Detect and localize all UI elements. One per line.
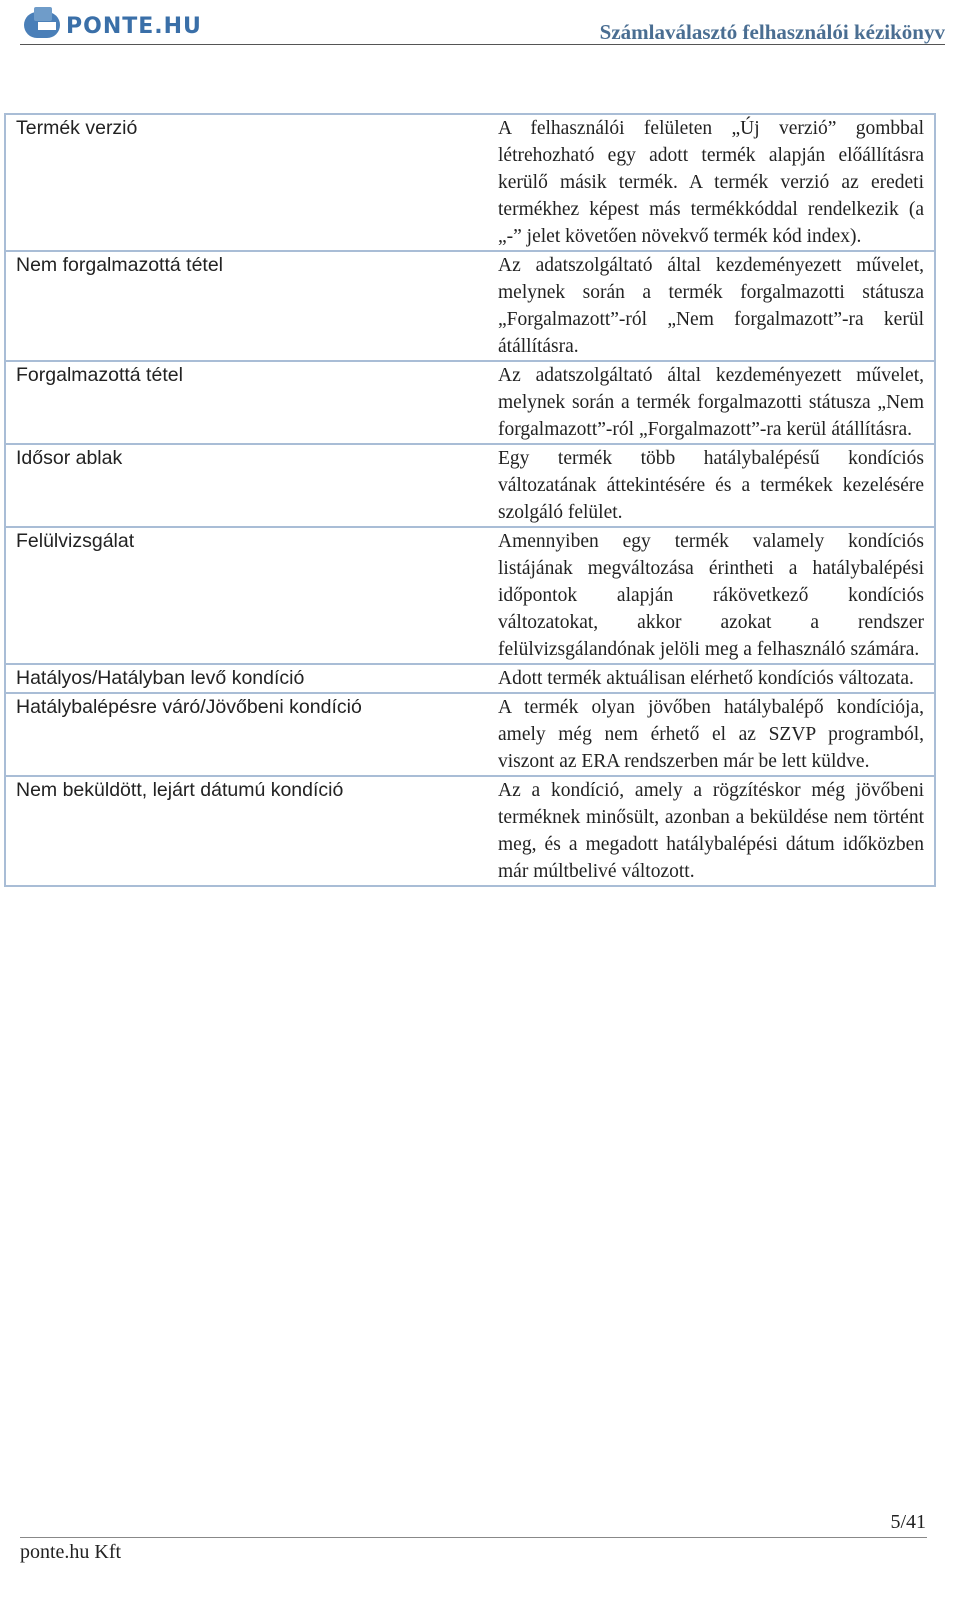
table-row	[5, 693, 935, 776]
glossary-term: Forgalmazottá tétel	[5, 361, 484, 444]
glossary-definition: Az adatszolgáltató által kezdeményezett művelet, melynek során a termék forgalmazotti státusza „Nem forgalmazott”-ról „Forgalmazott”-ra kerül átállításra.	[484, 361, 935, 444]
glossary-term: Nem beküldött, lejárt dátumú kondíció	[5, 776, 484, 886]
glossary-definition: A termék olyan jövőben hatálybalépő kondíciója, amely még nem érhető el az SZVP programból, viszont az ERA rendszerben már be lett küldve.	[484, 693, 935, 776]
table-row	[5, 114, 935, 251]
glossary-term: Hatálybalépésre váró/Jövőbeni kondíció	[5, 693, 484, 776]
glossary-definition: Amennyiben egy termék valamely kondíciós listájának megváltozása érintheti a hatálybalépési időpontok alapján rákövetkező kondíciós változatokat, akkor azokat a rendszer felülvizsgálandónak jelöli meg a felhasználó számára.	[484, 527, 935, 664]
glossary-definition: Egy termék több hatálybalépésű kondíciós változatának áttekintésére és a termékek kezelésére szolgáló felület.	[484, 444, 935, 527]
table-row	[5, 776, 935, 886]
glossary-term: Nem forgalmazottá tétel	[5, 251, 484, 361]
glossary-term: Termék verzió	[5, 114, 484, 251]
table-row	[5, 444, 935, 527]
table-row	[5, 527, 935, 664]
table-row	[5, 361, 935, 444]
footer-divider	[20, 1537, 927, 1538]
glossary-term: Idősor ablak	[5, 444, 484, 527]
glossary-definition: Az adatszolgáltató által kezdeményezett művelet, melynek során a termék forgalmazotti státusza „Forgalmazott”-ról „Nem forgalmazott”-ra kerül átállításra.	[484, 251, 935, 361]
glossary-definition: Az a kondíció, amely a rögzítéskor még jövőbeni terméknek minősült, azonban a beküldése nem történt meg, és a megadott hatálybalépési dátum időközben már múltbelivé változott.	[484, 776, 935, 886]
glossary-table	[4, 113, 936, 887]
table-row	[5, 251, 935, 361]
document-title: Számlaválasztó felhasználói kézikönyv	[599, 20, 945, 44]
glossary-definition: A felhasználói felületen „Új verzió” gombbal létrehozható egy adott termék alapján előállításra kerülő másik termék. A termék verzió az eredeti termékhez képest más termékkóddal rendelkezik (a „-” jelet követően növekvő termék kód index).	[484, 114, 935, 251]
glossary-term: Felülvizsgálat	[5, 527, 484, 664]
ponte-logo	[20, 4, 200, 42]
glossary-definition: Adott termék aktuálisan elérhető kondíciós változata.	[484, 664, 935, 693]
page-number: 5/41	[890, 1511, 926, 1533]
logo-text: PONTE.HU	[66, 14, 202, 39]
glossary-term: Hatályos/Hatályban levő kondíció	[5, 664, 484, 693]
table-row	[5, 664, 935, 693]
footer-company: ponte.hu Kft	[20, 1541, 122, 1563]
page-header	[20, 4, 945, 45]
